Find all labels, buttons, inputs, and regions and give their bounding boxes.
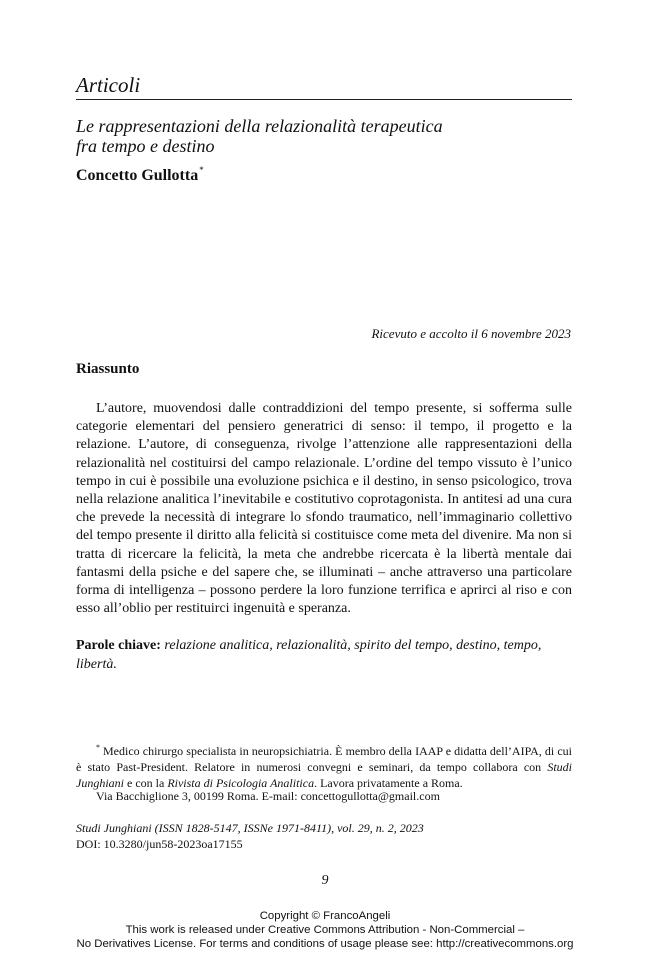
footnote-text-3: . Lavora privatamente a Roma. xyxy=(314,776,463,790)
license-line-3: No Derivatives License. For terms and conditions of usage please see: http://creativecommons.org xyxy=(76,938,574,950)
license-line-1: Copyright © FrancoAngeli xyxy=(259,910,391,922)
section-heading: Articoli xyxy=(76,72,572,100)
keywords xyxy=(76,637,572,674)
journal-citation-text: Studi Junghiani (ISSN 1828-5147, ISSNe 1971-8411), vol. 29, n. 2, 2023 xyxy=(76,821,424,835)
footnote-journal-2: Rivista di Psicologia Analitica xyxy=(167,776,315,790)
footnote-mark: * xyxy=(96,743,100,752)
license-notice xyxy=(0,909,650,951)
article-title-line-2: fra tempo e destino xyxy=(76,136,215,156)
author-footnote-mark: * xyxy=(199,165,204,175)
footnote-address: Via Bacchiglione 3, 00199 Roma. E-mail: concettogullotta@gmail.com xyxy=(96,789,440,803)
article-title xyxy=(76,116,572,156)
footnote-journal-1: Studi Junghiani xyxy=(76,760,572,790)
author-name-text: Concetto Gullotta xyxy=(76,167,199,184)
page-number: 9 xyxy=(321,873,329,888)
keywords-label: Parole chiave: xyxy=(76,638,161,653)
abstract-text: L’autore, muovendosi dalle contraddizioni del tempo presente, si sofferma sulle categorie elementari del pensiero generatrici di senso: il tempo, il progetto e la relazione. L’autore, di conseguenza, rivolge l’attenzione alle rappresentazioni della relazionalità nel costituirsi del campo relazionale. L’ordine del tempo vissuto è l’unico tempo in cui è possibile una evoluzione psichica e il destino, in senso psicologico, trova nella relazione analitica l’inevitabile e costitutivo coprotagonista. In antitesi ad una cura che prevede la necessità di integrare lo sfondo traumatico, nell’immaginario collettivo del tempo presente il diritto alla felicità si costituisce come meta del divenire. Ma non si tratta di ricercare la felicità, la meta che andrebbe ricercata è la libertà mentale dai fantasmi della psiche e del sapere che, se illuminati – anche attraverso una particolare forma di intelligenza – possono perdere la loro funzione terrifica e aprirci al riso e con esso all’oblio per restituirci ingenuità e speranza. xyxy=(76,401,572,617)
received-date: Ricevuto e accolto il 6 novembre 2023 xyxy=(371,326,571,341)
keywords-text: relazione analitica, relazionalità, spirito del tempo, destino, tempo, libertà. xyxy=(76,638,542,672)
doi-text: DOI: 10.3280/jun58-2023oa17155 xyxy=(76,837,243,851)
author-footnote xyxy=(76,740,572,791)
footnote-text-1: Medico chirurgo specialista in neuropsichiatria. È membro della IAAP e didatta dell’AIPA, di cui è stato Past-President. Relatore in numerosi convegni e seminari, da tempo collabora con xyxy=(76,744,572,774)
license-line-2: This work is released under Creative Commons Attribution - Non-Commercial – xyxy=(125,924,525,936)
author-name xyxy=(76,160,204,186)
article-title-line-1: Le rappresentazioni della relazionalità terapeutica xyxy=(76,116,443,136)
journal-citation xyxy=(76,820,424,852)
abstract-heading: Riassunto xyxy=(76,361,140,377)
footnote-text-2: e con la xyxy=(124,776,168,790)
